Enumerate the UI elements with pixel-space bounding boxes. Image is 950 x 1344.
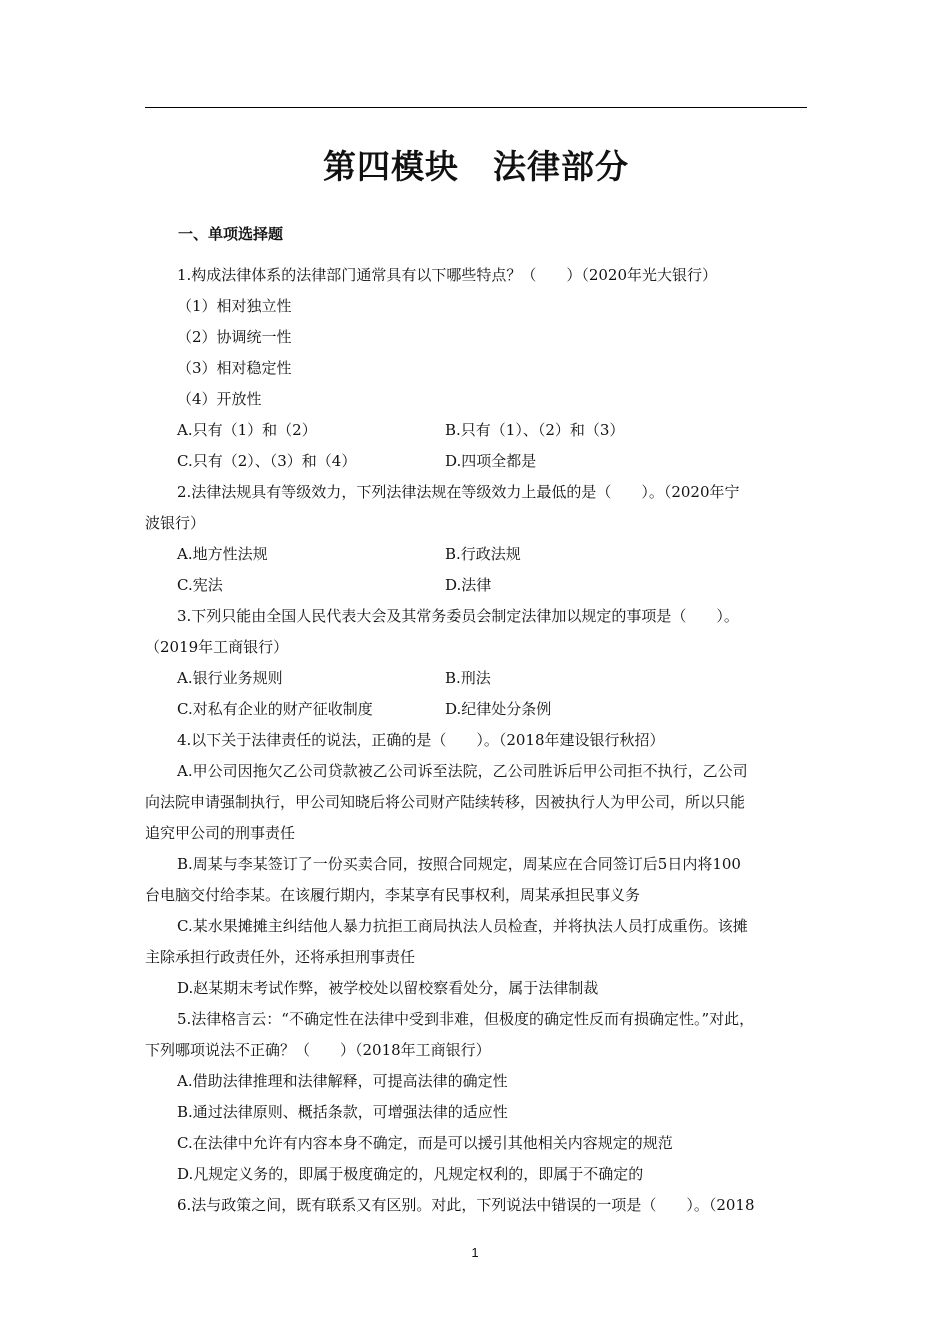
question-5-line-2: 下列哪项说法不正确？（ ）（2018年工商银行）: [145, 1041, 491, 1059]
section-heading: 一、单项选择题: [178, 225, 284, 243]
question-2-line-2: 波银行）: [145, 514, 206, 532]
q3-options-row-1: [145, 663, 807, 694]
q4-option-d: D.赵某期末考试作弊，被学校处以留校察看处分，属于法律制裁: [177, 979, 599, 997]
q4-option-a-line-3: 追究甲公司的刑事责任: [145, 824, 296, 842]
question-3-line-2: （2019年工商银行）: [145, 638, 289, 656]
question-5-line-1: 5.法律格言云：“不确定性在法律中受到非难，但极度的确定性反而有损确定性。”对此，: [177, 1010, 755, 1028]
q1-item-3: （3）相对稳定性: [177, 359, 292, 377]
q1-item-1: （1）相对独立性: [177, 297, 292, 315]
question-2-line-1: 2.法律法规具有等级效力，下列法律法规在等级效力上最低的是（ ）。（2020年宁: [177, 483, 740, 501]
q2-option-b: B.行政法规: [445, 545, 521, 563]
q4-option-b-line-1: B.周某与李某签订了一份买卖合同，按照合同规定，周某应在合同签订后5日内将100: [177, 855, 741, 873]
q3-option-c: C.对私有企业的财产征收制度: [177, 700, 373, 718]
q4-option-c-line-2: 主除承担行政责任外，还将承担刑事责任: [145, 948, 416, 966]
question-4: 4.以下关于法律责任的说法，正确的是（ ）。（2018年建设银行秋招）: [177, 731, 665, 749]
q3-option-a: A.银行业务规则: [177, 669, 283, 687]
q4-option-b-line-2: 台电脑交付给李某。在该履行期内，李某享有民事权利，周某承担民事义务: [145, 886, 641, 904]
q5-option-d: D.凡规定义务的，即属于极度确定的，凡规定权利的，即属于不确定的: [177, 1165, 644, 1183]
q4-option-a-line-2: 向法院申请强制执行，甲公司知晓后将公司财产陆续转移，因被执行人为甲公司，所以只能: [145, 793, 746, 811]
question-content: [145, 260, 807, 1221]
q2-option-c: C.宪法: [177, 576, 223, 594]
q3-options-row-2: [145, 694, 807, 725]
question-6-line-1: 6.法与政策之间，既有联系又有区别。对此，下列说法中错误的一项是（ ）。（2018: [177, 1196, 755, 1214]
q5-option-c: C.在法律中允许有内容本身不确定，而是可以援引其他相关内容规定的规范: [177, 1134, 673, 1152]
q1-options-row-2: [145, 446, 807, 477]
q5-option-a: A.借助法律推理和法律解释，可提高法律的确定性: [177, 1072, 508, 1090]
q5-option-b: B.通过法律原则、概括条款，可增强法律的适应性: [177, 1103, 508, 1121]
q3-option-b: B.刑法: [445, 669, 491, 687]
question-3-line-1: 3.下列只能由全国人民代表大会及其常务委员会制定法律加以规定的事项是（ ）。: [177, 607, 739, 625]
q1-item-4: （4）开放性: [177, 390, 262, 408]
q1-option-b: B.只有（1）、（2）和（3）: [445, 421, 625, 439]
q1-option-c: C.只有（2）、（3）和（4）: [177, 452, 357, 470]
q4-option-a-line-1: A.甲公司因拖欠乙公司贷款被乙公司诉至法院，乙公司胜诉后甲公司拒不执行，乙公司: [177, 762, 748, 780]
q1-option-d: D.四项全都是: [445, 452, 537, 470]
q3-option-d: D.纪律处分条例: [445, 700, 552, 718]
page-number: 1: [471, 1245, 479, 1260]
q2-options-row-2: [145, 570, 807, 601]
page-title: 第四模块 法律部分: [323, 147, 629, 186]
header-rule: [145, 107, 807, 108]
question-1: 1.构成法律体系的法律部门通常具有以下哪些特点？（ ）（2020年光大银行）: [177, 266, 717, 284]
q4-option-c-line-1: C.某水果摊摊主纠结他人暴力抗拒工商局执法人员检查，并将执法人员打成重伤。该摊: [177, 917, 748, 935]
q2-option-a: A.地方性法规: [177, 545, 268, 563]
q1-option-a: A.只有（1）和（2）: [177, 421, 317, 439]
q2-option-d: D.法律: [445, 576, 492, 594]
q1-options-row-1: [145, 415, 807, 446]
q1-item-2: （2）协调统一性: [177, 328, 292, 346]
q2-options-row-1: [145, 539, 807, 570]
